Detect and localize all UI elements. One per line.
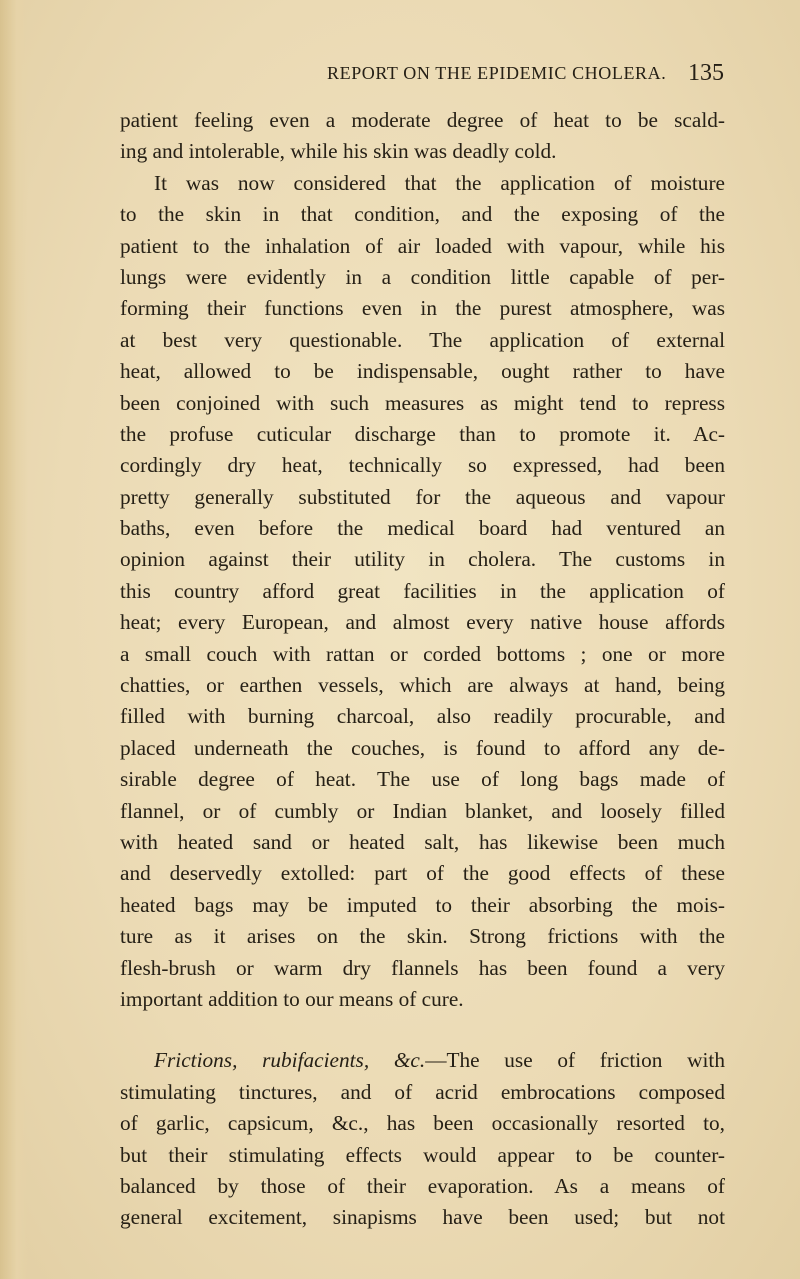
text-line: patient feeling even a moderate degree of heat to be scald- (120, 108, 725, 132)
page-header (0, 58, 800, 88)
text-line-rest: —The use of friction with (425, 1048, 725, 1073)
text-line: been conjoined with such measures as might tend to repress (120, 390, 725, 415)
text-line: heated bags may be imputed to their absorbing the mois- (120, 892, 725, 917)
text-line: baths, even before the medical board had ventured an (120, 516, 725, 541)
running-head: REPORT ON THE EPIDEMIC CHOLERA. (327, 63, 667, 83)
text-line: flesh-brush or warm dry flannels has been found a very (120, 955, 725, 980)
text-line: a small couch with rattan or corded bottoms ; one or more (120, 641, 725, 666)
paragraph-gap (120, 1015, 725, 1045)
paragraph-1 (120, 105, 725, 168)
text-line: the profuse cuticular discharge than to promote it. Ac- (120, 421, 725, 446)
section-heading-inline: Frictions, rubifacients, &c. (154, 1048, 426, 1073)
body-text (120, 105, 725, 1234)
text-line: this country afford great facilities in the application of (120, 578, 725, 603)
text-line: lungs were evidently in a condition little capable of per- (120, 264, 725, 289)
text-line: cordingly dry heat, technically so expressed, had been (120, 453, 725, 478)
text-line: balanced by those of their evaporation. As a means of (120, 1173, 725, 1198)
text-line: opinion against their utility in cholera. The customs in (120, 547, 725, 572)
text-line: patient to the inhalation of air loaded with vapour, while his (120, 233, 725, 258)
page-number: 135 (688, 60, 724, 86)
text-line: placed underneath the couches, is found to afford any de- (120, 735, 725, 760)
text-line: of garlic, capsicum, &c., has been occasionally resorted to, (120, 1111, 725, 1136)
text-line: ture as it arises on the skin. Strong frictions with the (120, 924, 725, 949)
text-line: filled with burning charcoal, also readily procurable, and (120, 704, 725, 729)
text-line: heat; every European, and almost every native house affords (120, 610, 725, 635)
text-line: flannel, or of cumbly or Indian blanket, and loosely filled (120, 798, 725, 823)
text-line: with heated sand or heated salt, has likewise been much (120, 829, 725, 854)
text-line (120, 1045, 725, 1076)
text-line: but their stimulating effects would appear to be counter- (120, 1142, 725, 1167)
text-line: important addition to our means of cure. (120, 986, 464, 1011)
text-line: at best very questionable. The application of external (120, 327, 725, 352)
text-line: pretty generally substituted for the aqueous and vapour (120, 484, 725, 509)
text-line: and deservedly extolled: part of the good effects of these (120, 861, 725, 886)
paragraph-3 (120, 1045, 725, 1233)
text-line: general excitement, sinapisms have been used; but not (120, 1205, 725, 1230)
text-line: It was now considered that the application of moisture (154, 170, 725, 195)
text-line: to the skin in that condition, and the exposing of the (120, 202, 725, 227)
text-line: chatties, or earthen vessels, which are always at hand, being (120, 673, 725, 698)
text-line: forming their functions even in the purest atmosphere, was (120, 296, 725, 321)
text-line: ing and intolerable, while his skin was deadly cold. (120, 139, 557, 164)
text-line: sirable degree of heat. The use of long bags made of (120, 767, 725, 792)
page-binding-shadow (0, 0, 28, 1279)
text-line: heat, allowed to be indispensable, ought rather to have (120, 359, 725, 384)
paragraph-2 (120, 168, 725, 1016)
text-line: stimulating tinctures, and of acrid embrocations composed (120, 1079, 725, 1104)
